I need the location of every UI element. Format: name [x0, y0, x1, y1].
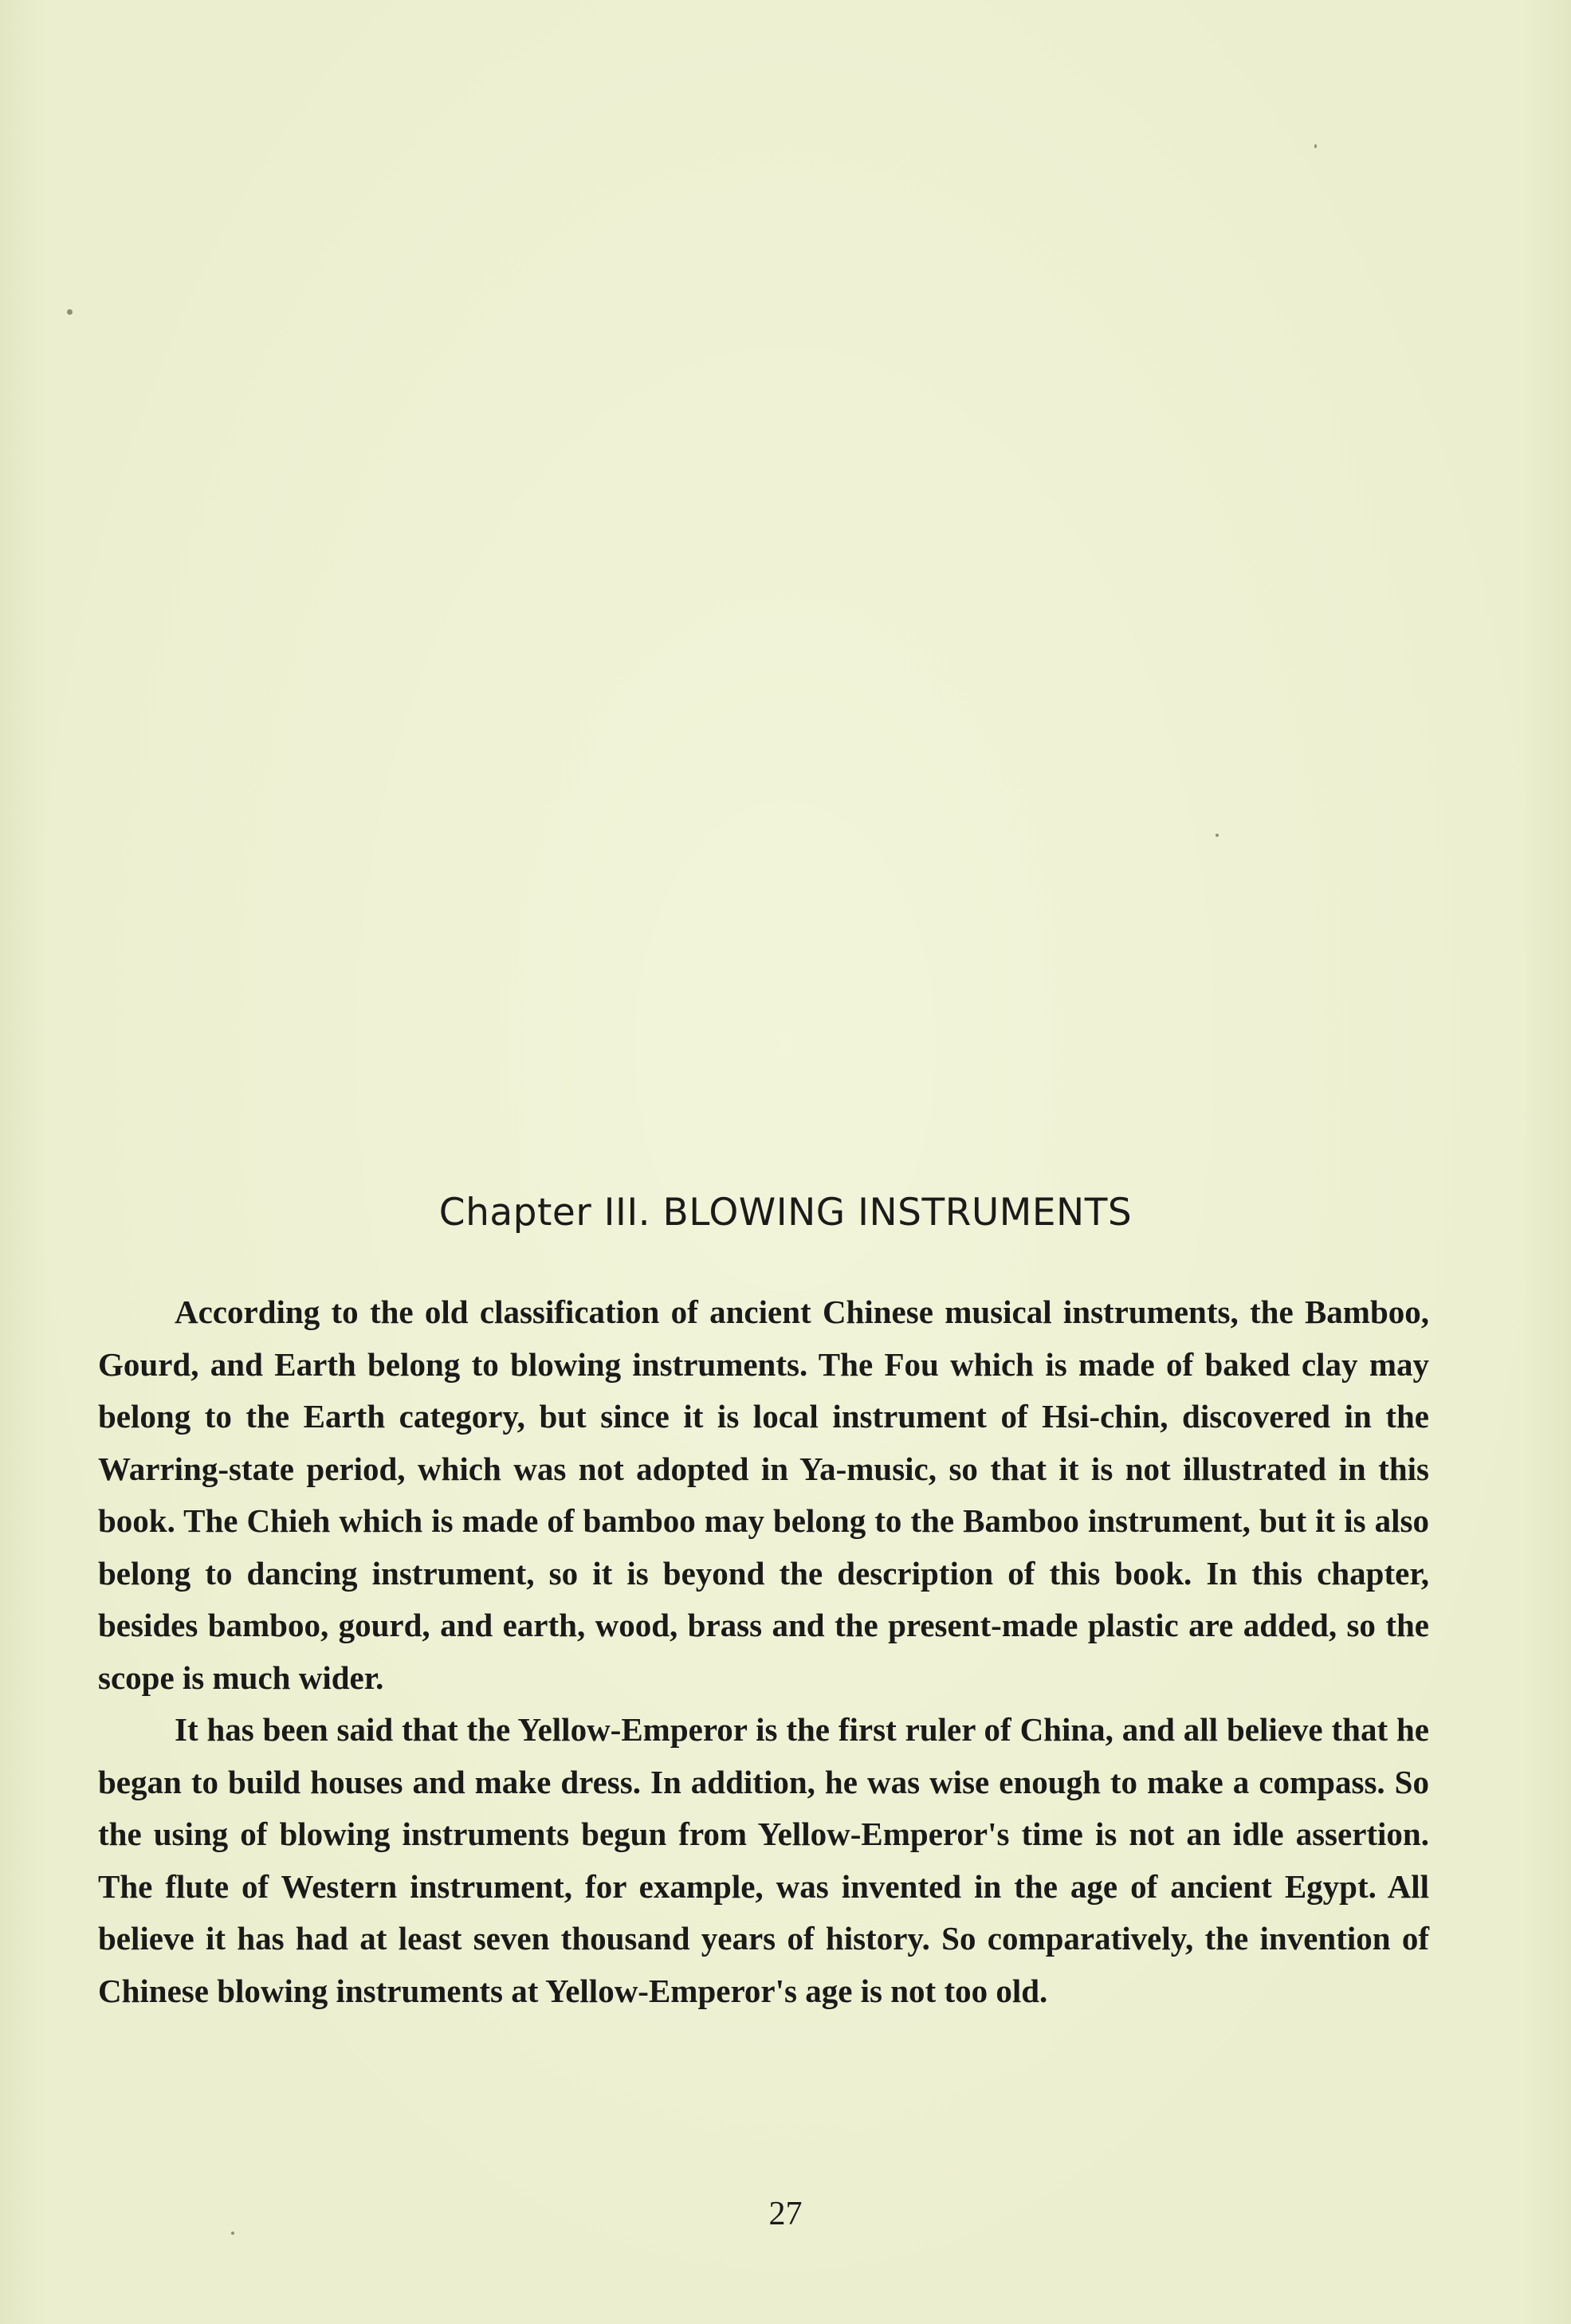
chapter-heading: Chapter III. BLOWING INSTRUMENTS: [438, 1191, 1133, 1235]
chapter-body: [98, 1286, 1429, 2017]
paragraph-2: It has been said that the Yellow-Emperor is the first ruler of China, and all believe that he began to build houses and make dress. In addition, he was wise enough to make a compass. So the using of blowing instruments begun from Yellow-Emperor's time is not an idle assertion. The flute of Western instrument, for example, was invented in the age of ancient Egypt. All believe it has had at least seven thousand years of history. So comparatively, the invention of Chinese blowing instruments at Yellow-Emperor's age is not too old.: [98, 1711, 1429, 2009]
paper-speck: [1216, 834, 1219, 837]
page-number: 27: [768, 2196, 803, 2232]
paper-speck: [67, 309, 73, 315]
paragraph-1: According to the old classification of ancient Chinese musical instruments, the Bamboo, Gourd, and Earth belong to blowing instruments. The Fou which is made of baked clay may belong to the Earth category, but since it is local instrument of Hsi-chin, discovered in the Warring-state period, which was not adopted in Ya-music, so that it is not illustrated in this book. The Chieh which is made of bamboo may belong to the Bamboo instrument, but it is also belong to dancing instrument, so it is beyond the description of this book. In this chapter, besides bamboo, gourd, and earth, wood, brass and the present-made plastic are added, so the scope is much wider.: [98, 1294, 1429, 1696]
paper-speck: [1314, 144, 1317, 148]
